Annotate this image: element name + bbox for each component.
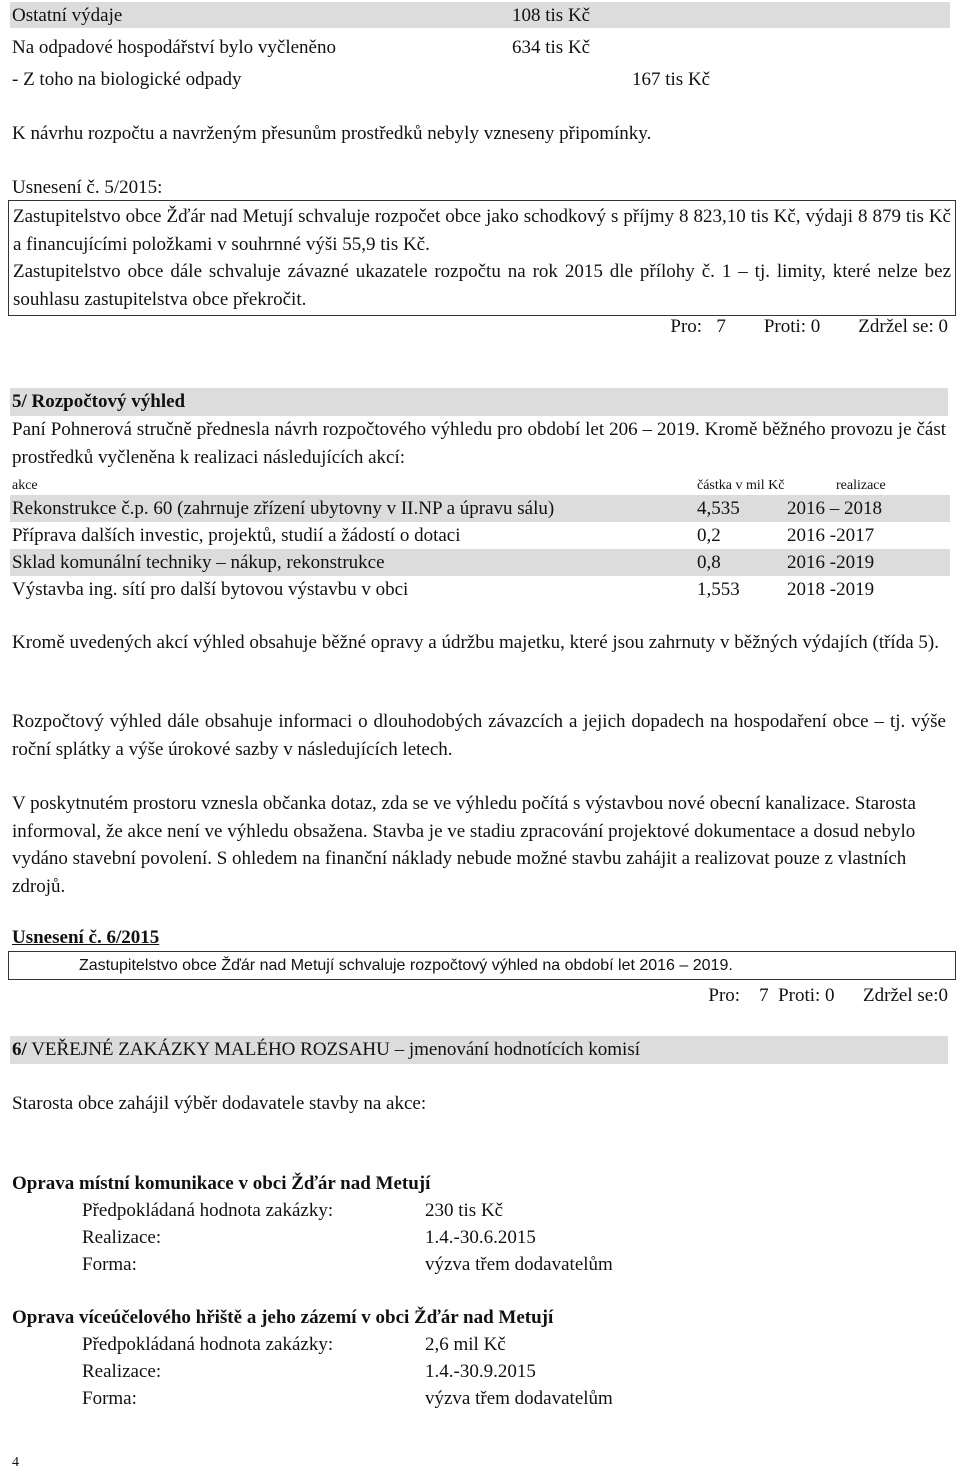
paragraph: Rozpočtový výhled dále obsahuje informaci o dlouhodobých závazcích a jejich dopadech na hospodaření obce – tj. výše roční splátky a výše úrokové sazby v následujících letech. xyxy=(12,711,946,760)
table-row xyxy=(10,495,950,522)
paragraph: Kromě uvedených akcí výhled obsahuje běžné opravy a údržbu majetku, které jsou zahrnuty v běžných výdajích (třída 5). xyxy=(12,632,939,653)
table-cell-akce: Sklad komunální techniky – nákup, rekonstrukce xyxy=(12,552,385,573)
expense-value: 167 tis Kč xyxy=(632,69,711,90)
table-header-akce: akce xyxy=(12,478,38,493)
table-cell-castka: 0,8 xyxy=(697,552,721,573)
expense-row-bio xyxy=(10,66,950,92)
project-label: Realizace: xyxy=(82,1361,162,1382)
resolution-heading: Usnesení č. 6/2015 xyxy=(12,927,160,948)
vote-result: Pro: 7 Proti: 0 Zdržel se: 0 xyxy=(670,316,948,337)
table-cell-castka: 1,553 xyxy=(697,579,740,600)
resolution-text: Zastupitelstvo obce dále schvaluje závazné ukazatele rozpočtu na rok 2015 dle přílohy č. 1 – tj. limity, které nelze bez souhlasu zastupitelstva obce překročit. xyxy=(13,261,951,310)
expense-row-other xyxy=(10,2,950,28)
vote-result: Pro: 7 Proti: 0 Zdržel se:0 xyxy=(708,985,948,1006)
section-heading: 5/ Rozpočtový výhled xyxy=(10,388,948,416)
table-cell-realizace: 2016 – 2018 xyxy=(787,498,882,519)
project-label: Forma: xyxy=(82,1254,137,1275)
section-title: VEŘEJNÉ ZAKÁZKY MALÉHO ROZSAHU – jmenování hodnotících komisí xyxy=(26,1039,641,1060)
no-comments-note: K návrhu rozpočtu a navrženým přesunům prostředků nebyly vzneseny připomínky. xyxy=(12,123,652,144)
table-row xyxy=(10,522,950,549)
page-number: 4 xyxy=(12,1455,19,1470)
table-cell-castka: 4,535 xyxy=(697,498,740,519)
table-cell-akce: Příprava dalších investic, projektů, studií a žádostí o dotaci xyxy=(12,525,461,546)
project-value: 2,6 mil Kč xyxy=(425,1334,506,1355)
resolution-text: Zastupitelstvo obce Žďár nad Metují schvaluje rozpočet obce jako schodkový s příjmy 8 823,10 tis Kč, výdaji 8 879 tis Kč a financujícími položkami v souhrnné výši 55,9 tis Kč. xyxy=(13,206,951,255)
table-cell-castka: 0,2 xyxy=(697,525,721,546)
expense-value: 634 tis Kč xyxy=(512,37,591,58)
expense-row-waste xyxy=(10,34,950,60)
table-cell-akce: Výstavba ing. sítí pro další bytovou výstavbu v obci xyxy=(12,579,409,600)
project-value: 1.4.-30.9.2015 xyxy=(425,1361,536,1382)
table-cell-realizace: 2018 -2019 xyxy=(787,579,875,600)
expense-label: Ostatní výdaje xyxy=(12,5,123,26)
table-cell-akce: Rekonstrukce č.p. 60 (zahrnuje zřízení ubytovny v II.NP a úpravu sálu) xyxy=(12,498,555,519)
expense-label: Na odpadové hospodářství bylo vyčleněno xyxy=(12,37,336,58)
resolution-text: Zastupitelstvo obce Žďár nad Metují schvaluje rozpočtový výhled na období let 2016 – 2019. xyxy=(79,957,733,974)
section-intro: Paní Pohnerová stručně přednesla návrh rozpočtového výhledu pro období let 206 – 2019. Kromě běžného provozu je část prostředků vyčleněna k realizaci následujících akcí: xyxy=(12,419,946,468)
project-label: Předpokládaná hodnota zakázky: xyxy=(82,1200,334,1221)
project-value: výzva třem dodavatelům xyxy=(425,1388,613,1409)
table-cell-realizace: 2016 -2017 xyxy=(787,525,875,546)
paragraph: V poskytnutém prostoru vznesla občanka dotaz, zda se ve výhledu počítá s výstavbou nové obecní kanalizace. Starosta informoval, že akce není ve výhledu obsažena. Stavba je ve stadiu zpracování projektové dokumentace a dosud nebylo vydáno stavební povolení. S ohledem na finanční náklady nebude možné stavbu zahájit a realizovat pouze z vlastních zdrojů. xyxy=(12,793,916,897)
table-header-castka: částka v mil Kč xyxy=(697,478,785,493)
table-row xyxy=(10,576,950,603)
project-label: Realizace: xyxy=(82,1227,162,1248)
resolution-box xyxy=(8,200,956,316)
table-cell-realizace: 2016 -2019 xyxy=(787,552,875,573)
project-value: 230 tis Kč xyxy=(425,1200,504,1221)
expense-label: - Z toho na biologické odpady xyxy=(12,69,242,90)
resolution-box xyxy=(8,951,956,980)
project-value: 1.4.-30.6.2015 xyxy=(425,1227,536,1248)
project-label: Předpokládaná hodnota zakázky: xyxy=(82,1334,334,1355)
project-label: Forma: xyxy=(82,1388,137,1409)
table-header-realizace: realizace xyxy=(836,478,886,493)
resolution-heading: Usnesení č. 5/2015: xyxy=(12,177,163,198)
expense-value: 108 tis Kč xyxy=(512,5,591,26)
section-heading xyxy=(10,1036,948,1064)
project-title: Oprava víceúčelového hřiště a jeho zázemí v obci Žďár nad Metují xyxy=(12,1307,554,1328)
project-value: výzva třem dodavatelům xyxy=(425,1254,613,1275)
section-number: 6/ xyxy=(12,1039,27,1060)
project-title: Oprava místní komunikace v obci Žďár nad Metují xyxy=(12,1173,431,1194)
table-row xyxy=(10,549,950,576)
section-intro: Starosta obce zahájil výběr dodavatele stavby na akce: xyxy=(12,1093,427,1114)
